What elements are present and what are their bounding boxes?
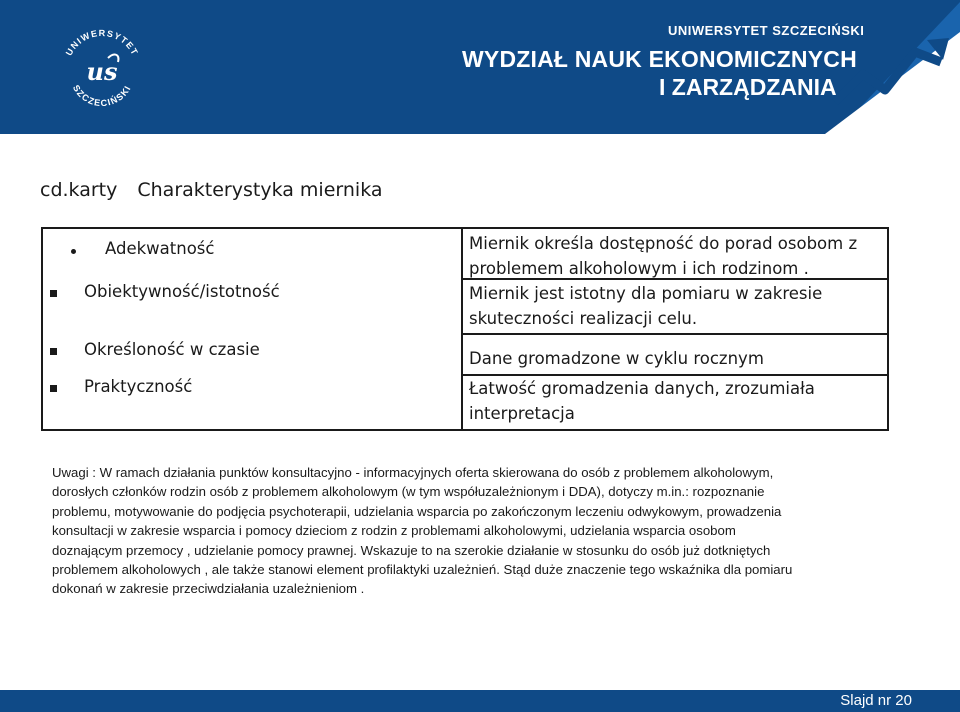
criterion-label: Określoność w czasie: [84, 340, 260, 359]
criterion-label: Obiektywność/istotność: [84, 282, 280, 301]
university-seal-logo: [58, 22, 146, 110]
remarks-line: doznającym przemocy , udzielanie pomocy prawnej. Wskazuje to na szerokie działanie w stosunku do osób już dotkniętych: [52, 542, 771, 558]
faculty-name-line2: I ZARZĄDZANIA: [659, 74, 837, 100]
description-cell: [469, 231, 857, 281]
header-banner: [0, 0, 960, 134]
description-line: Dane gromadzone w cyklu rocznym: [469, 349, 764, 368]
criterion-label: Adekwatność: [105, 239, 215, 258]
svg-text:UNIWERSYTET: UNIWERSYTET: [63, 27, 141, 58]
remarks-line: konsultacji w zakresie wsparcia i pomocy dzieciom z rodzin z problemami alkoholowymi, udzielania wsparcia osobom: [52, 523, 736, 539]
table-row-divider: [461, 333, 889, 335]
description-line: skuteczności realizacji celu.: [469, 309, 698, 328]
description-cell: [469, 376, 815, 426]
university-name: UNIWERSYTET SZCZECIŃSKI: [668, 23, 865, 38]
square-bullet-icon: [50, 290, 57, 297]
description-line: Miernik określa dostępność do porad osobom z: [469, 234, 858, 253]
criterion-item: [84, 340, 260, 359]
description-cell: [469, 281, 822, 331]
slide-number: Slajd nr 20: [840, 692, 912, 709]
square-bullet-icon: [50, 385, 57, 392]
description-cell: [469, 346, 764, 371]
criterion-label: Praktyczność: [84, 377, 193, 396]
table-column-divider: [461, 229, 463, 429]
description-line: Miernik jest istotny dla pomiaru w zakresie: [469, 284, 823, 303]
criterion-item: [105, 239, 214, 258]
square-bullet-icon: [50, 348, 57, 355]
title-text: Charakterystyka miernika: [137, 179, 383, 201]
criterion-item: [84, 282, 280, 301]
remarks-line: problemem alkoholowych , ale także stanowi element profilaktyki uzależnień. Stąd duże znaczenie tego wskaźnika dla pomiaru: [52, 562, 793, 578]
criterion-item: [84, 377, 192, 396]
indicator-characteristics-table: [41, 227, 889, 431]
title-prefix: cd.karty: [40, 179, 118, 201]
faculty-chart-logo: [815, 2, 960, 134]
remarks-paragraph: [52, 463, 882, 599]
description-line: problemem alkoholowym i ich rodzinom .: [469, 259, 809, 278]
slide-title: [40, 179, 383, 201]
description-line: Łatwość gromadzenia danych, zrozumiała: [469, 379, 815, 398]
svg-text:us: us: [86, 57, 118, 86]
remarks-line: dorosłych członków rodzin osób z problemem alkoholowym (w tym współuzależnionym i DDA), dotyczy m.in.: rozpoznanie: [52, 484, 765, 500]
remarks-line: problemu, motywowanie do podjęcia psychoterapii, udzielania wsparcia po zakończonym leczeniu odwykowym, prowadzenia: [52, 503, 782, 519]
svg-text:SZCZECIŃSKI: SZCZECIŃSKI: [70, 83, 133, 109]
faculty-name-line1: WYDZIAŁ NAUK EKONOMICZNYCH: [462, 46, 857, 72]
description-line: interpretacja: [469, 404, 575, 423]
footer-bar: [0, 690, 960, 712]
remarks-line: dokonań w zakresie przeciwdziałania uzależnieniom .: [52, 581, 365, 597]
remarks-line: Uwagi : W ramach działania punktów konsultacyjno - informacyjnych oferta skierowana do osób z problemem alkoholowym,: [52, 465, 774, 480]
round-bullet-icon: [71, 249, 76, 254]
